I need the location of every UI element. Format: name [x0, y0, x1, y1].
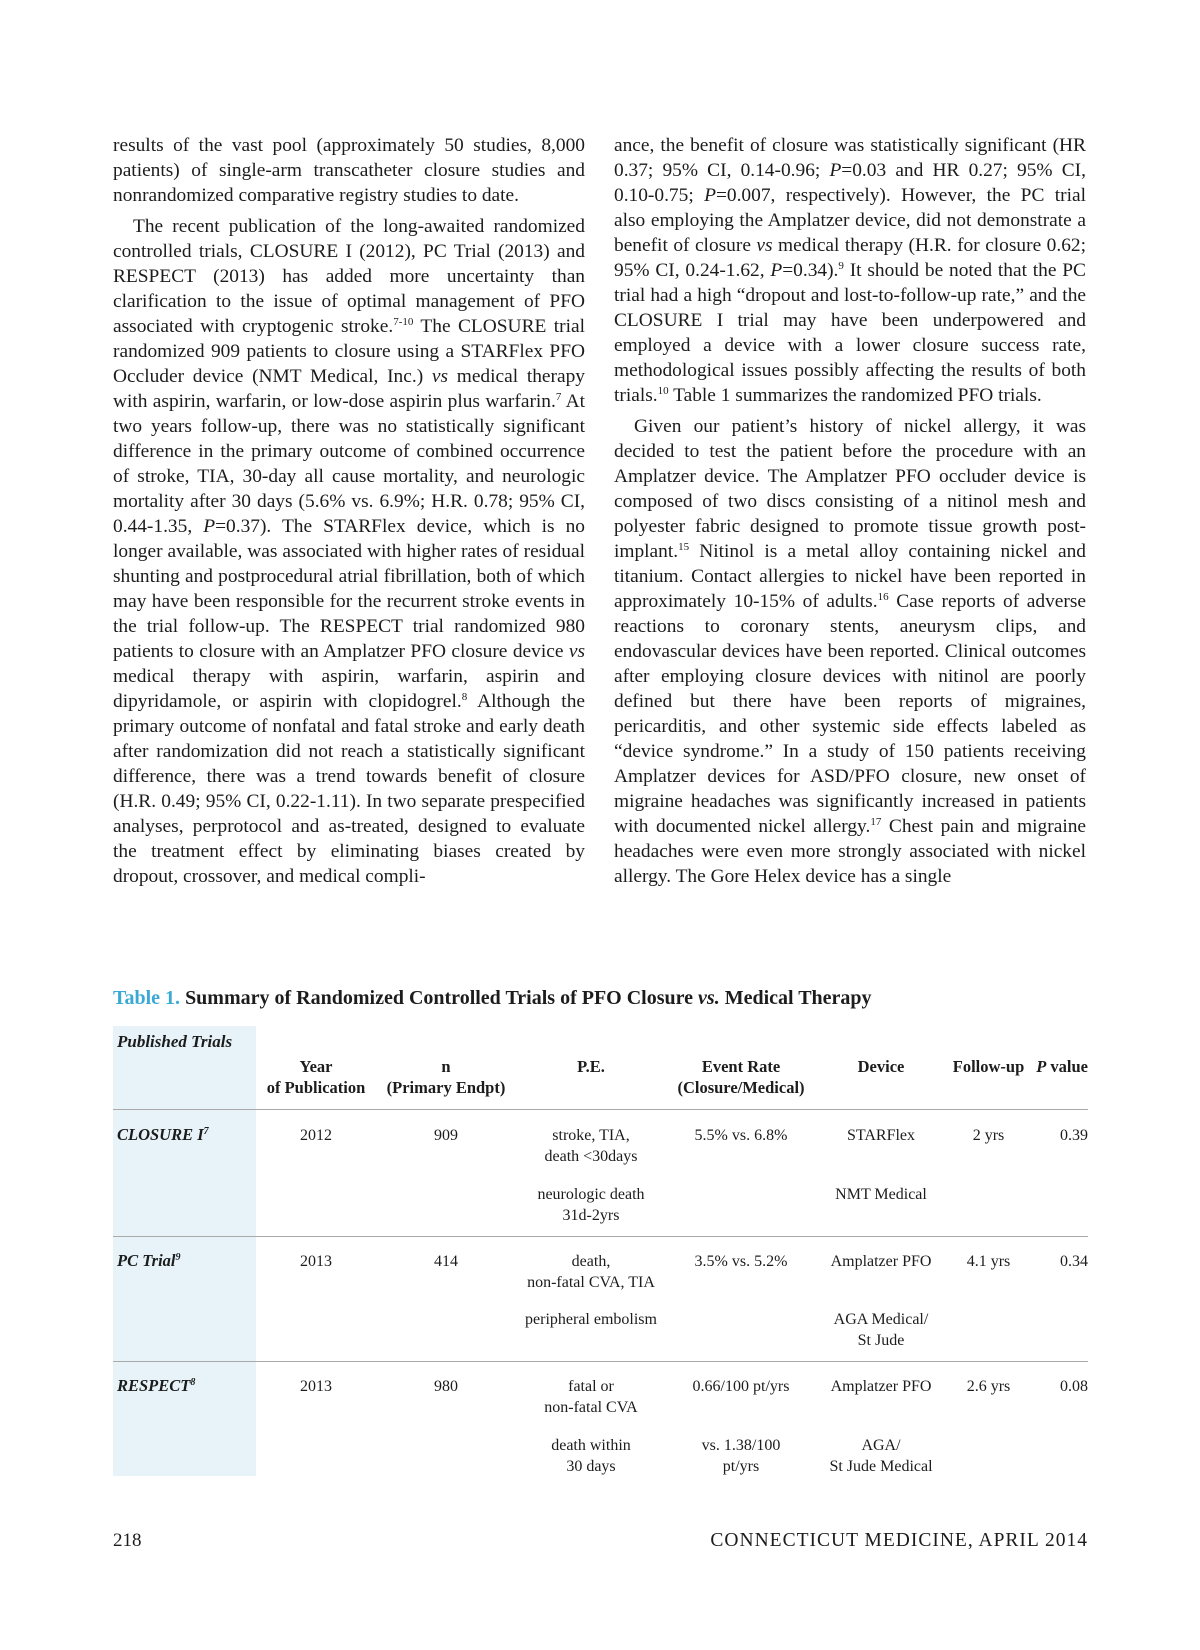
pe-line: stroke, TIA, [552, 1127, 630, 1144]
pe-line: non-fatal CVA, TIA [527, 1274, 655, 1291]
italic-text: vs [431, 366, 449, 387]
italic-text: P [704, 185, 716, 206]
device-cell-secondary [816, 1435, 946, 1477]
p-value-cell: 0.08 [1060, 1378, 1088, 1395]
text: medical therapy (H.R. for closure 0.62; 95% CI, 0.24-1.62, [614, 235, 1086, 281]
reference: 10 [657, 385, 669, 397]
year-cell: 2013 [300, 1253, 332, 1270]
n-cell: 414 [434, 1253, 458, 1270]
header-line: Year [299, 1057, 333, 1076]
event-rate-cell-secondary [666, 1435, 816, 1477]
text: The CLOSURE trial randomized 909 patients to closure using a STARFlex PFO Occluder device (NMT Medical, Inc.) [113, 316, 585, 387]
n-cell: 909 [434, 1127, 458, 1144]
body-text [113, 133, 1088, 933]
trial-name-pc-trial [117, 1251, 181, 1271]
reference: 17 [870, 816, 882, 828]
device-cell-secondary: NMT Medical [835, 1186, 927, 1203]
text: At two years follow-up, there was no statistically significant difference in the primary outcome of combined occurrence of stroke, TIA, 30-day all cause mortality, and neurologic mortality after 30 days (5.6% vs. 6.9%; H.R. 0.78; 95% CI, 0.44-1.35, [113, 391, 586, 537]
header-italic: P [1036, 1057, 1047, 1076]
header-line: of Publication [266, 1078, 366, 1097]
text: ance, the benefit of closure was statistically significant (HR 0.37; 95% CI, 0.14-0.96; [614, 135, 1086, 181]
text: =0.34). [782, 260, 839, 281]
reference: 7 [555, 391, 562, 403]
event-line: pt/yrs [722, 1458, 760, 1475]
italic-text: P [203, 516, 216, 537]
text: medical therapy with aspirin, warfarin, or low-dose aspirin plus warfarin. [113, 366, 585, 412]
followup-cell: 2.6 yrs [966, 1378, 1011, 1395]
trial-label: CLOSURE I [117, 1125, 204, 1144]
italic-text: vs [568, 641, 585, 662]
reference: 7 [203, 1126, 209, 1137]
text: Given our patient’s history of nickel allergy, it was decided to test the patient before the procedure with an Amplatzer device. The Amplatzer PFO occluder device is composed of two discs consisting of a nitinol mesh and polyester fabric designed to promote tissue growth post- implant. [614, 416, 1086, 562]
pe-cell-secondary [516, 1435, 666, 1477]
paragraph [614, 133, 1086, 408]
header-line: Device [857, 1057, 905, 1076]
table-label: Table 1. [113, 987, 181, 1009]
event-line: vs. 1.38/100 [701, 1437, 781, 1454]
pe-cell [516, 1125, 666, 1167]
device-line: AGA Medical/ [833, 1311, 929, 1328]
header-n [376, 1056, 516, 1098]
pe-cell-secondary: peripheral embolism [525, 1311, 657, 1328]
text: Nitinol is a metal alloy containing nickel and titanium. Contact allergies to nickel have been reported in approximately 10-15% of adults. [614, 541, 1086, 612]
pe-line: death <30days [544, 1148, 638, 1165]
header-text: value [1046, 1057, 1088, 1076]
pe-cell [516, 1376, 666, 1418]
pe-line: fatal or [568, 1378, 614, 1395]
header-year [256, 1056, 376, 1098]
pe-line: death within [551, 1437, 631, 1454]
header-line: (Primary Endpt) [386, 1078, 506, 1097]
header-line: Event Rate [701, 1057, 781, 1076]
text: results of the vast pool (approximately 50 studies, 8,000 patients) of single-arm transcatheter closure studies and nonrandomized comparative registry studies to date. [113, 135, 585, 206]
table-divider [113, 1361, 1088, 1362]
pe-line: 30 days [566, 1458, 616, 1475]
text: =0.007, respectively). However, the PC trial also employing the Amplatzer device, did not demonstrate a benefit of closure [614, 185, 1086, 256]
header-line: n [441, 1057, 451, 1076]
italic-text: vs [756, 235, 773, 256]
pe-line: neurologic death [537, 1186, 645, 1203]
p-value-cell: 0.34 [1060, 1253, 1088, 1270]
followup-cell: 4.1 yrs [966, 1253, 1011, 1270]
trial-label: PC Trial [117, 1251, 176, 1270]
pe-cell-secondary [516, 1184, 666, 1226]
device-line: AGA/ [861, 1437, 901, 1454]
trial-label: RESPECT [117, 1376, 191, 1395]
italic-text: P [770, 260, 783, 281]
reference: 9 [838, 260, 844, 272]
text: The recent publication of the long-awaited randomized controlled trials, CLOSURE I (2012), PC Trial (2013) and RESPECT (2013) has added more uncertainty than clarification to the issue of optimal management of PFO associated with cryptogenic stroke. [113, 216, 585, 337]
reference: 7-10 [393, 316, 414, 328]
header-p-value [1031, 1056, 1088, 1077]
reference: 15 [678, 541, 690, 553]
year-cell: 2013 [300, 1378, 332, 1395]
caption-italic: vs. [698, 987, 720, 1009]
year-cell: 2012 [300, 1127, 332, 1144]
left-column [113, 133, 585, 889]
table-caption [113, 987, 1088, 1010]
published-trials-label: Published Trials [117, 1032, 233, 1051]
paragraph [113, 133, 585, 208]
italic-text: P [829, 160, 842, 181]
right-column [614, 133, 1086, 889]
device-cell: Amplatzer PFO [830, 1378, 932, 1395]
trials-table [113, 1026, 1088, 1476]
journal-running-footer: CONNECTICUT MEDICINE, APRIL 2014 [710, 1530, 1088, 1551]
header-line: Follow-up [952, 1057, 1025, 1076]
reference: 8 [461, 691, 468, 703]
n-cell: 980 [434, 1378, 458, 1395]
trial-name-closure-i [117, 1125, 209, 1145]
header-event-rate [666, 1056, 816, 1098]
device-line: St Jude [857, 1332, 905, 1349]
text: Although the primary outcome of nonfatal and fatal stroke and early death after randomization did not reach a statistically significant difference, there was a trend towards benefit of closure (H.R. 0.49; 95% CI, 0.22-1.11). In two separate prespecified analyses, perprotocol and as-treated, designed to evaluate the treatment effect by eliminating biases created by dropout, crossover, and medical compli- [113, 691, 586, 887]
pe-line: 31d-2yrs [562, 1207, 620, 1224]
pe-line: non-fatal CVA [544, 1399, 638, 1416]
followup-cell: 2 yrs [972, 1127, 1005, 1144]
text: =0.37). The STARFlex device, which is no longer available, was associated with higher rates of residual shunting and postprocedural atrial fibrillation, both of which may have been responsible for the recurrent stroke events in the trial follow-up. The RESPECT trial randomized 980 patients to closure with an Amplatzer PFO closure device [113, 516, 585, 662]
device-cell: Amplatzer PFO [830, 1253, 932, 1270]
reference: 16 [877, 591, 889, 603]
caption-text: Summary of Randomized Controlled Trials of PFO Closure [180, 987, 699, 1009]
p-value-cell: 0.39 [1060, 1127, 1088, 1144]
text: Case reports of adverse reactions to coronary stents, aneurysm clips, and endovascular devices have been reported. Clinical outcomes after employing closure devices with nitinol are poorly defined but there have been reports of migraines, pericarditis, and other systemic side effects labeled as “device syndrome.” In a study of 150 patients receiving Amplatzer devices for ASD/PFO closure, new onset of migraine headaches was significantly increased in patients with documented nickel allergy. [614, 591, 1086, 837]
header-device [816, 1056, 946, 1077]
event-rate-cell: 3.5% vs. 5.2% [694, 1253, 788, 1270]
header-line: P.E. [577, 1057, 605, 1076]
header-pe [516, 1056, 666, 1077]
text: Table 1 summarizes the randomized PFO trials. [668, 385, 1042, 406]
text: Chest pain and migraine headaches were even more strongly associated with nickel allergy. The Gore Helex device has a single [614, 816, 1087, 887]
pe-line: death, [571, 1253, 611, 1270]
reference: 8 [190, 1377, 196, 1388]
paragraph [113, 214, 585, 889]
page-number: 218 [113, 1530, 142, 1551]
caption-text: Medical Therapy [719, 987, 872, 1009]
device-cell: STARFlex [846, 1127, 916, 1144]
table-divider [113, 1236, 1088, 1237]
header-line [1031, 1056, 1088, 1077]
event-rate-cell: 5.5% vs. 6.8% [694, 1127, 788, 1144]
reference: 9 [175, 1252, 181, 1263]
text: =0.03 and HR 0.27; 95% CI, 0.10-0.75; [614, 160, 1086, 206]
device-line: St Jude Medical [829, 1458, 933, 1475]
pe-cell [516, 1251, 666, 1293]
trial-name-respect [117, 1376, 195, 1396]
paragraph [614, 414, 1086, 889]
header-line: (Closure/Medical) [677, 1078, 805, 1097]
header-followup [946, 1056, 1031, 1077]
event-rate-cell: 0.66/100 pt/yrs [692, 1378, 790, 1395]
text: medical therapy with aspirin, warfarin, aspirin and dipyridamole, or aspirin with clopidogrel. [113, 666, 585, 712]
device-cell-secondary [816, 1309, 946, 1351]
text: It should be noted that the PC trial had a high “dropout and lost-to-follow-up rate,” and the CLOSURE I trial may have been underpowered and employed a device with a lower closure success rate, methodological issues possibly affecting the results of both trials. [614, 260, 1086, 406]
table-divider [113, 1109, 1088, 1110]
